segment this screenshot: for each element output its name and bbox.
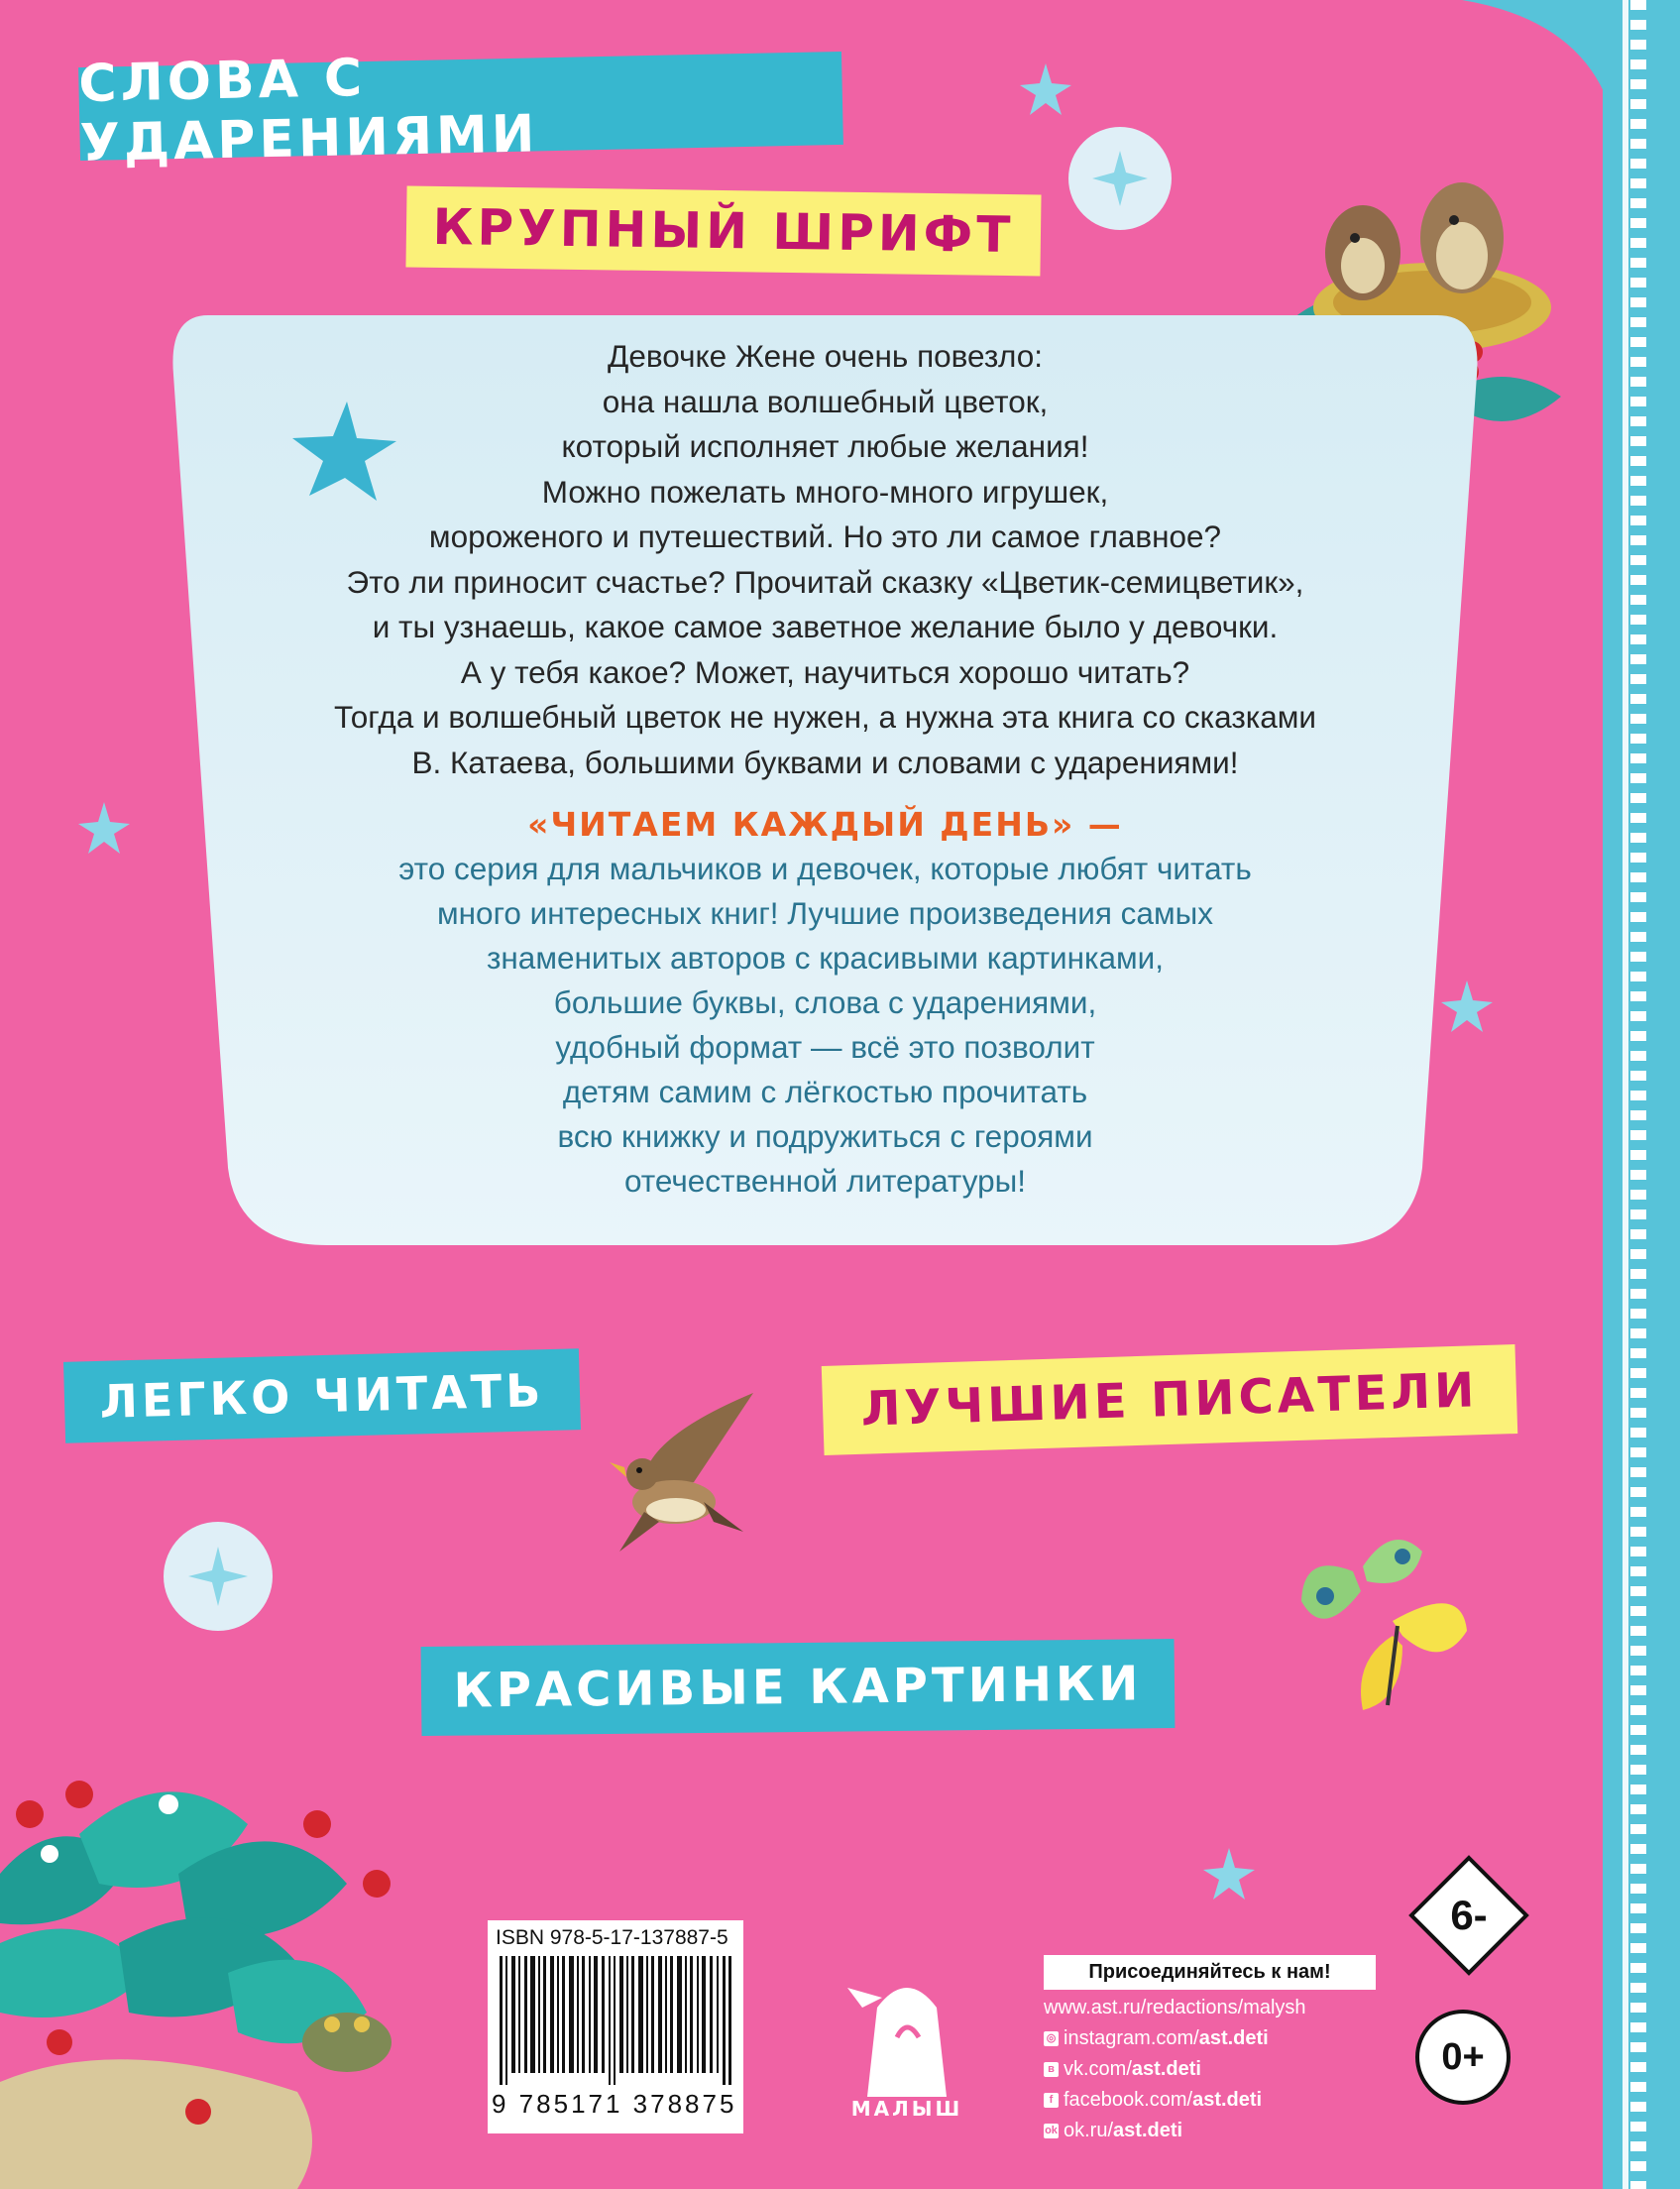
ok-prefix: ok.ru/ (1064, 2120, 1114, 2141)
facebook-prefix: facebook.com/ (1064, 2089, 1193, 2111)
publisher-logo-icon (808, 1968, 1006, 2117)
facebook-icon: f (1044, 2093, 1059, 2108)
snowflake-icon (1061, 119, 1179, 238)
instagram-prefix: instagram.com/ (1064, 2027, 1199, 2049)
series-line: всю книжку и подружиться с героями (557, 1118, 1093, 1154)
ok-icon: ok (1045, 2125, 1058, 2136)
age-rating-diamond (1407, 1854, 1530, 1977)
instagram-link[interactable] (1044, 2023, 1306, 2054)
label-best-writers: ЛУЧШИЕ ПИСАТЕЛИ (822, 1344, 1517, 1455)
site-link[interactable] (1044, 1993, 1306, 2023)
vk-link[interactable] (1044, 2054, 1306, 2085)
star-icon (74, 798, 134, 858)
star-icon (1199, 1844, 1259, 1903)
description-block (208, 334, 1442, 1204)
facebook-link[interactable] (1044, 2085, 1306, 2116)
series-line: много интересных книг! Лучшие произведения самых (437, 895, 1213, 931)
description-line: и ты узнаешь, какое самое заветное желание было у девочки. (372, 609, 1279, 644)
strawberry-bush-illustration (0, 1715, 476, 2189)
description-line: она нашла волшебный цветок, (602, 383, 1049, 419)
series-title: «ЧИТАЕМ КАЖДЫЙ ДЕНЬ» — (527, 805, 1123, 844)
label-easy-read: ЛЕГКО ЧИТАТЬ (63, 1348, 581, 1443)
vk-handle: ast.deti (1131, 2058, 1201, 2080)
description-line: Это ли приносит счастье? Прочитай сказку «Цветик-семицветик», (346, 563, 1304, 600)
series-line: большие буквы, слова с ударениями, (553, 984, 1097, 1020)
ean-number: 9 785171 378875 (492, 2089, 737, 2119)
ok-link[interactable] (1044, 2116, 1306, 2146)
ok-handle: ast.deti (1113, 2120, 1183, 2141)
label-accents: СЛОВА С УДАРЕНИЯМИ (78, 52, 843, 161)
instagram-icon: ◎ (1044, 2031, 1059, 2046)
description-line: Можно пожелать много-много игрушек, (541, 473, 1109, 510)
butterflies-illustration (1293, 1512, 1472, 1720)
barcode-icon (500, 1956, 733, 2085)
label-pictures: КРАСИВЫЕ КАРТИНКИ (421, 1639, 1176, 1736)
isbn-text: ISBN 978-5-17-137887-5 (496, 1926, 728, 1949)
series-line: это серия для мальчиков и девочек, которые любят читать (398, 851, 1252, 886)
series-line: детям самим с лёгкостью прочитать (562, 1074, 1088, 1109)
social-links (1044, 1993, 1306, 2146)
age-rating-circle: 0+ (1415, 2010, 1511, 2105)
publisher-name: МАЛЫШ (850, 2097, 963, 2121)
description-line: который исполняет любые желания! (561, 428, 1089, 464)
label-big-font: КРУПНЫЙ ШРИФТ (405, 186, 1041, 277)
snowflake-icon (159, 1517, 278, 1636)
description-line: В. Катаева, большими буквами и словами с ударениями! (411, 744, 1239, 780)
spine-stripe (1623, 0, 1628, 2189)
barcode-box (488, 1920, 743, 2133)
series-description (208, 847, 1442, 1204)
age-rating-6: 6- (1450, 1892, 1488, 1938)
social-title: Присоединяйтесь к нам! (1044, 1955, 1376, 1990)
vk-icon: в (1044, 2062, 1059, 2077)
instagram-handle: ast.deti (1198, 2027, 1269, 2049)
description-line: Тогда и волшебный цветок не нужен, а нужна эта книга со сказками (333, 699, 1317, 735)
spine-wave-pattern (1630, 0, 1646, 2189)
flying-bird-illustration (605, 1383, 763, 1556)
star-icon (1437, 977, 1497, 1036)
corner-fold (1462, 0, 1611, 109)
facebook-handle: ast.deti (1192, 2089, 1263, 2111)
description-line: мороженого и путешествий. Но это ли самое главное? (428, 518, 1222, 554)
site-url[interactable]: www.ast.ru/redactions/malysh (1044, 1997, 1306, 2018)
series-line: знаменитых авторов с красивыми картинками, (486, 940, 1165, 976)
series-line: удобный формат — всё это позволит (555, 1029, 1095, 1065)
star-icon (1016, 59, 1075, 119)
vk-prefix: vk.com/ (1064, 2058, 1132, 2080)
description-text (208, 334, 1442, 785)
description-line: А у тебя какое? Может, научиться хорошо читать? (460, 653, 1190, 690)
series-line: отечественной литературы! (623, 1163, 1027, 1199)
description-line: Девочке Жене очень повезло: (608, 338, 1043, 374)
